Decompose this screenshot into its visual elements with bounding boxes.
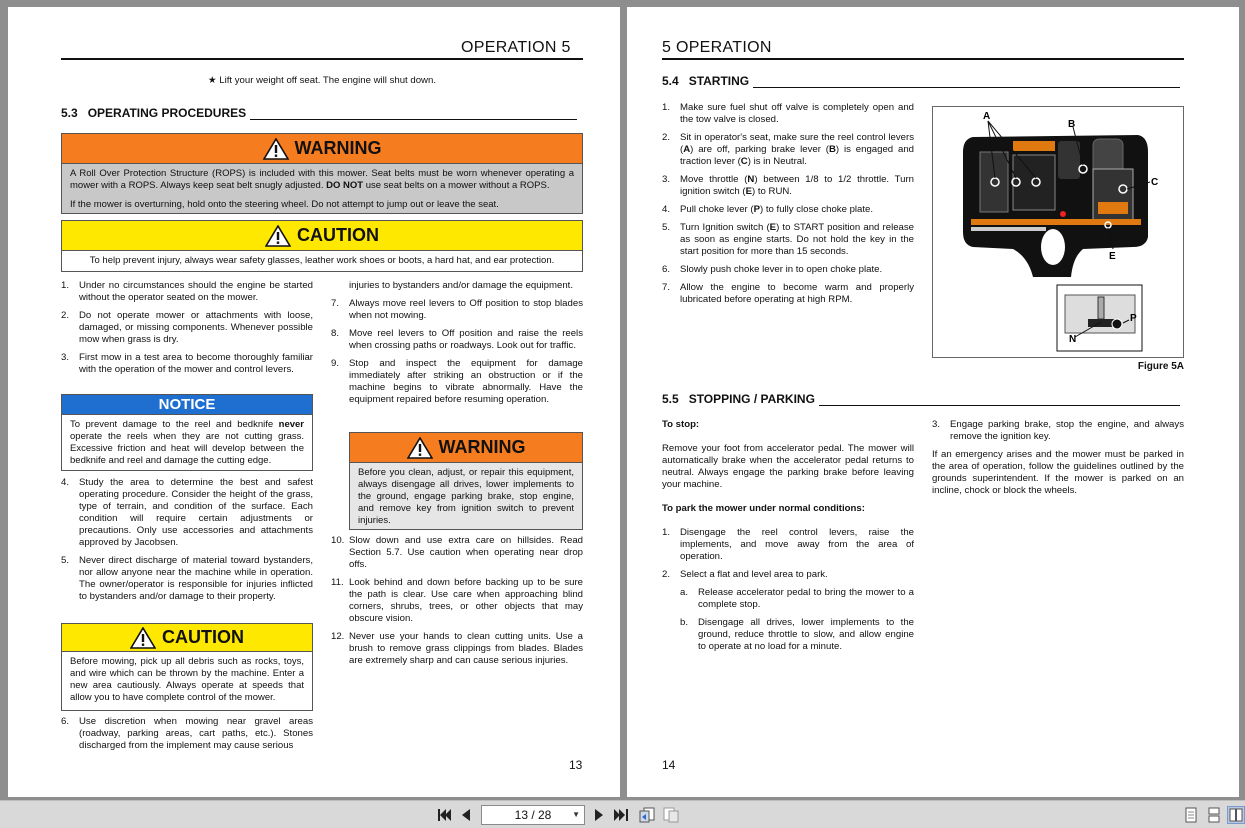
warning-triangle-icon [263,138,289,160]
list-item-continued: injuries to bystanders and/or damage the equipment. [349,280,573,291]
callout-b: B [1068,119,1076,130]
single-page-icon [1185,807,1197,823]
previous-page-icon [462,809,470,821]
list-item: 5. Never direct discharge of material toward bystanders, nor allow anyone near the machine while in operation. The owner/operator is responsible for injuries inflicted to bystanders and/or damage to their property. [61,555,313,602]
list-item: 7. Allow the engine to become warm and properly lubricated before operating at high RPM. [662,282,914,305]
list-item: 8. Move reel levers to Off position and raise the reels when crossing paths or roadways. Look out for traffic. [331,328,583,351]
last-page-icon [614,809,628,821]
header-rule [61,58,583,60]
single-page-view-button[interactable] [1183,806,1199,824]
page-header: 5 OPERATION [662,39,772,56]
caution-box-debris [61,623,313,711]
warning-triangle-icon [265,225,291,247]
section-title: OPERATING PROCEDURES [87,106,247,120]
chevron-down-icon: ▼ [572,810,580,819]
page-number: 13 [569,758,583,772]
figure-5a [932,106,1184,358]
procedures-list-col1c [61,716,313,758]
callout-n: N [1069,334,1077,345]
control-panel-illustration [933,107,1183,357]
to-stop-heading: To stop: [662,419,700,430]
continuous-page-icon [1208,807,1220,823]
sub-list-item: b. Disengage all drives, lower implements to the ground, reduce throttle to slow, and allow engine to operate at no load for a minute. [680,617,914,652]
park-heading: To park the mower under normal conditions: [662,503,865,514]
list-item: 2. Select a flat and level area to park. [662,569,828,580]
section-title: STARTING [688,74,750,88]
section-rule [819,398,1180,406]
section-number: 5.5 [662,392,679,406]
starting-list [662,102,914,312]
callout-e: E [1109,251,1116,262]
list-item: 1. Under no circumstances should the engine be started without the operator seated on the mower. [61,280,313,303]
list-item: 10. Slow down and use extra care on hillsides. Read Section 5.7. Use caution when operating near drop offs. [331,535,583,570]
list-item: 6. Use discretion when mowing near gravel areas (roadway, parking areas, cart paths, etc.). Stones discharged from the implement may cause serious [61,716,313,751]
header-rule [662,58,1184,60]
first-page-button[interactable] [437,806,453,824]
notice-banner: NOTICE [62,395,312,415]
callout-a: A [983,111,991,122]
warning-box-maintenance [349,432,583,530]
last-page-button[interactable] [613,806,629,824]
list-item: 2. Do not operate mower or attachments with loose, damaged, or missing components. Whenever possible mow when grass is dry. [61,310,313,345]
procedures-list-col2b [331,535,583,673]
list-item: 6. Slowly push choke lever in to open choke plate. [662,264,883,275]
warning-body: Before you clean, adjust, or repair this equipment, always disengage all drives, lower implements to the ground, engage parking brake, stop engine, and remove key from ignition switch to prevent injuries. [350,463,582,529]
notice-box [61,394,313,471]
back-view-icon [639,807,655,823]
warning-body [62,164,582,213]
section-title: STOPPING / PARKING [688,392,815,406]
caution-box-ppe [61,220,583,272]
back-view-button[interactable] [638,806,656,824]
section-number: 5.3 [61,106,78,120]
notice-body: To prevent damage to the reel and bedknife never operate the reels when they are not cutting grass. Excessive friction and heat will develop between the bedknife and reel and damage the cutting edge. [70,419,304,466]
facing-pages-icon [1229,808,1243,822]
stop-paragraph: Remove your foot from accelerator pedal. The mower will automatically brake when the accelerator pedal returns to neutral. Always engage the parking brake before leaving your machine. [662,443,914,490]
page-selector[interactable] [481,805,585,825]
page-number: 14 [662,758,676,772]
stopping-col1 [662,419,914,659]
procedures-list-col2 [331,280,583,412]
stopping-col2 [932,419,1184,497]
section-rule [250,112,577,120]
facing-view-button[interactable] [1227,806,1245,824]
caution-banner [62,221,582,251]
list-item: 7. Always move reel levers to Off position to stop blades when not mowing. [331,298,583,321]
first-page-icon [438,809,452,821]
figure-caption: Figure 5A [1137,361,1184,372]
continuous-view-button[interactable] [1206,806,1222,824]
list-item: 4. Study the area to determine the best and safest operating procedure. Consider the height of the grass, type of terrain, and condition of the surface. Each condition will require certain adjustments or precautions. Only use accessories and attachments approved by Jacobsen. [61,477,313,548]
section-heading-5-5 [662,392,1180,406]
caution-title: CAUTION [162,627,244,647]
forward-view-icon [663,807,679,823]
list-item: 2. Sit in operator's seat, make sure the reel control levers (A) are off, parking brake lever (B) is engaged and traction lever (C) is in Neutral. [662,132,914,167]
warning-banner [62,134,582,164]
section-number: 5.4 [662,74,679,88]
list-item: 1. Disengage the reel control levers, raise the implements, and move away from the area of operation. [662,527,914,562]
list-item: 5. Turn Ignition switch (E) to START position and release as soon as engine starts. Do not hold the key in the start position for more than 15 seconds. [662,222,915,257]
section-rule [753,80,1180,88]
list-item: 12. Never use your hands to clean cutting units. Use a brush to remove grass clippings from blades. Blades are extremely sharp and can cause serious injuries. [331,631,583,666]
page-13 [8,7,620,797]
warning-triangle-icon [407,437,433,459]
list-item: 3. Engage parking brake, stop the engine, and always remove the ignition key. [932,419,1184,442]
list-item: 9. Stop and inspect the equipment for damage immediately after striking an obstruction or if the machine begins to vibrate abnormally. Have the equipment repaired before resuming operation. [331,358,583,405]
warning-paragraph-1: A Roll Over Protection Structure (ROPS) is included with this mower. Seat belts must be worn whenever operating a mower with a ROPS. Always keep seat belt snugly adjusted. DO NOT use seat belts on a mower without a ROPS. [70,168,574,191]
list-item: 4. Pull choke lever (P) to fully close choke plate. [662,204,874,215]
callout-p: P [1130,313,1137,324]
next-page-icon [595,809,603,821]
sub-list-item: a. Release accelerator pedal to bring the mower to a complete stop. [680,587,914,610]
warning-title: WARNING [294,138,382,158]
emergency-paragraph: If an emergency arises and the mower must be parked in the area of operation, follow the guidelines outlined by the grounds superintendent. If the mower is parked on an incline, chock or block the wheels. [932,449,1184,496]
caution-banner [62,624,312,652]
warning-paragraph-2: If the mower is overturning, hold onto the steering wheel. Do not attempt to jump out or leave the seat. [70,199,499,210]
procedures-list-col1b [61,477,313,609]
warning-title: WARNING [438,437,526,457]
page-header: OPERATION 5 [461,39,571,56]
section-heading-5-3 [61,106,577,120]
caution-body: To help prevent injury, always wear safety glasses, leather work shoes or boots, a hard hat, and ear protection. [89,255,555,266]
procedures-list-col1 [61,280,313,382]
forward-view-button[interactable] [662,806,680,824]
star-line: ★ Lift your weight off seat. The engine will shut down. [208,75,436,86]
warning-banner [350,433,582,463]
next-page-button[interactable] [593,806,605,824]
page-14 [627,7,1239,797]
list-item: 3. Move throttle (N) between 1/8 to 1/2 throttle. Turn ignition switch (E) to RUN. [662,174,914,197]
page-indicator: 13 / 28 [514,808,552,822]
list-item: 3. First mow in a test area to become thoroughly familiar with the operation of the mower and control levers. [61,352,313,375]
warning-triangle-icon [130,627,156,649]
caution-body: Before mowing, pick up all debris such as rocks, toys, and wire which can be thrown by the machine. Enter a new area cautiously. Always operate at speeds that allow you to have complete control of the mower. [70,656,304,703]
list-item: 1. Make sure fuel shut off valve is completely open and the tow valve is closed. [662,102,914,125]
section-heading-5-4 [662,74,1180,88]
list-item: 11. Look behind and down before backing up to be sure the path is clear. Use care when approaching blind corners, shrubs, trees, or other objects that may obscure vision. [331,577,583,624]
viewer-toolbar [0,800,1245,828]
previous-page-button[interactable] [460,806,472,824]
warning-box-rops [61,133,583,214]
callout-c: C [1151,177,1159,188]
caution-title: CAUTION [297,225,379,245]
